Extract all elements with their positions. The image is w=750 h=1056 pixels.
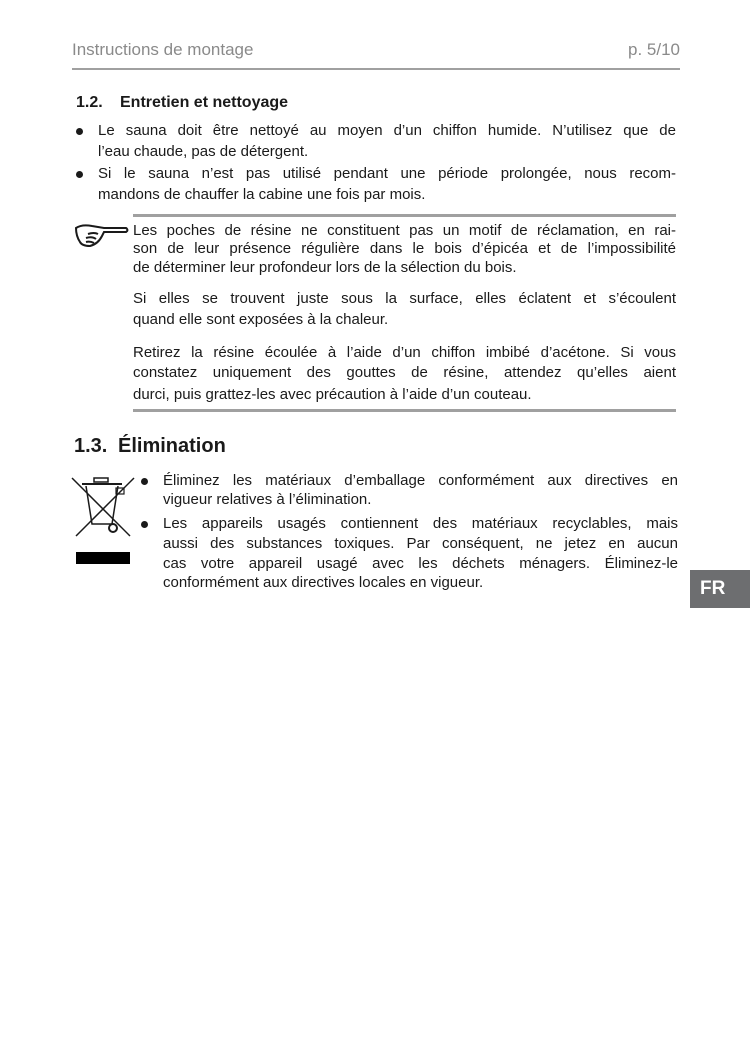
text-line: Si elles se trouvent juste sous la surface, elles éclatent et s’écoulent xyxy=(133,290,676,307)
section-title: Élimination xyxy=(118,435,226,457)
text-line: aussi des substances toxiques. Par conséquent, ne jetez en aucun xyxy=(163,535,678,552)
text-line: Éliminez les matériaux d’emballage conformément aux directives en xyxy=(163,472,678,489)
text-line: constatez uniquement des gouttes de résine, attendez qu’elles aient xyxy=(133,364,676,381)
bullet-dot xyxy=(141,478,148,485)
section-number: 1.2. xyxy=(76,94,103,111)
header-rule xyxy=(72,68,680,70)
section-title: Entretien et nettoyage xyxy=(120,94,289,111)
text-line: Les appareils usagés contiennent des matériaux recyclables, mais xyxy=(163,515,678,532)
text-line: Si le sauna n’est pas utilisé pendant une période prolongée, nous recom- xyxy=(98,165,676,182)
text-line: Retirez la résine écoulée à l’aide d’un chiffon imbibé d’acétone. Si vous xyxy=(133,344,676,361)
bullet-dot xyxy=(141,521,148,528)
bullet-dot xyxy=(76,128,83,135)
page-number: p. 5/10 xyxy=(628,40,680,59)
text-line: Les poches de résine ne constituent pas un motif de réclamation, en rai- xyxy=(133,222,676,239)
text-line: durci, puis grattez-les avec précaution à l’aide d’un couteau. xyxy=(133,386,532,403)
section-number: 1.3. xyxy=(74,435,108,457)
text-line: mandons de chauffer la cabine une fois par mois. xyxy=(98,186,426,203)
text-line: vigueur relatives à l’élimination. xyxy=(163,491,372,508)
bullet-dot xyxy=(76,171,83,178)
header-title: Instructions de montage xyxy=(72,40,254,59)
weee-crossed-bin-icon xyxy=(70,474,136,568)
note-bottom-rule xyxy=(133,409,676,412)
language-tab: FR xyxy=(690,570,750,608)
text-line: Le sauna doit être nettoyé au moyen d’un chiffon humide. N’utilisez que de xyxy=(98,122,676,139)
text-line: cas votre appareil usagé avec les déchets ménagers. Éliminez-le xyxy=(163,555,678,572)
note-top-rule xyxy=(133,214,676,217)
text-line: l’eau chaude, pas de détergent. xyxy=(98,143,309,160)
text-line: conformément aux directives locales en vigueur. xyxy=(163,574,484,591)
text-line: de déterminer leur profondeur lors de la sélection du bois. xyxy=(133,259,517,276)
section-heading-1-2 xyxy=(76,94,288,112)
text-line: son de leur présence régulière dans le bois d’épicéa et de l’impossibilité xyxy=(133,240,676,257)
text-line: quand elle sont exposées à la chaleur. xyxy=(133,311,389,328)
pointing-hand-icon xyxy=(74,222,130,250)
section-heading-1-3 xyxy=(74,435,226,458)
